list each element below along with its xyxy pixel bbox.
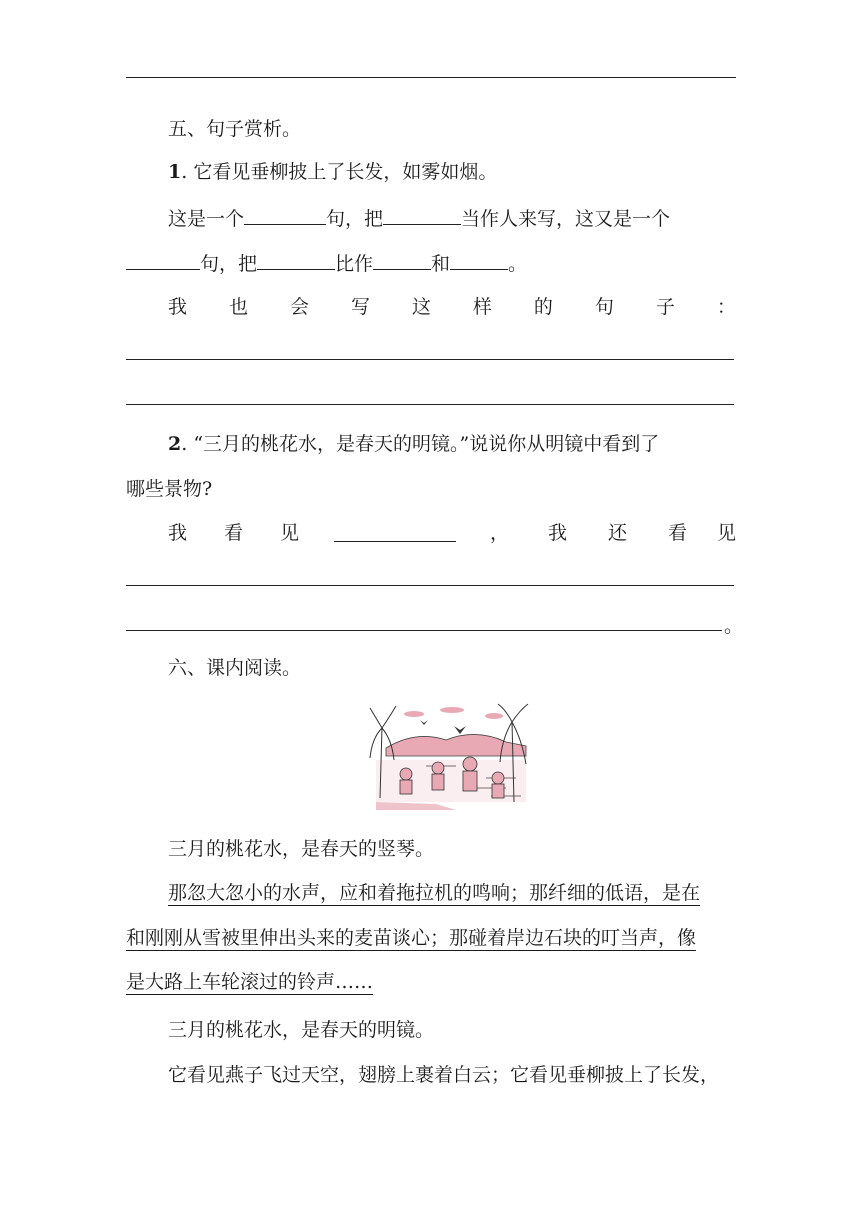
paragraph-2-line: 和刚刚从雪被里伸出头来的麦苗谈心；那碰着岸边石块的叮当声，像 bbox=[126, 927, 697, 949]
fill-line-2: 句，把 比作 和 。 bbox=[126, 251, 736, 276]
write-prompt-1: 我 也 会 写 这 样 的 句 子 ： bbox=[168, 296, 736, 318]
question-text: “三月的桃花水，是春天的明镜。”说说你从明镜中看到了 bbox=[193, 433, 660, 455]
answer-blank[interactable] bbox=[373, 251, 431, 270]
question-1: 1. 它看见垂柳披上了长发，如雾如烟。 bbox=[168, 161, 498, 183]
answer-blank[interactable] bbox=[257, 251, 335, 270]
header-rule bbox=[126, 77, 736, 78]
answer-blank[interactable] bbox=[334, 523, 456, 542]
paragraph-1: 三月的桃花水，是春天的竖琴。 bbox=[168, 838, 435, 860]
answer-line[interactable] bbox=[126, 359, 734, 360]
paragraph-4: 它看见燕子飞过天空，翅膀上裹着白云；它看见垂柳披上了长发， bbox=[168, 1064, 720, 1086]
answer-blank[interactable] bbox=[126, 251, 200, 270]
end-mark: 。 bbox=[724, 615, 744, 637]
question-number: 1 bbox=[168, 161, 182, 183]
answer-line[interactable] bbox=[126, 585, 734, 586]
answer-blank[interactable] bbox=[450, 251, 508, 270]
question-2: 2. “三月的桃花水，是春天的明镜。”说说你从明镜中看到了 bbox=[168, 433, 660, 455]
answer-blank[interactable] bbox=[383, 206, 461, 225]
paragraph-2-line: 是大路上车轮滚过的铃声…… bbox=[126, 971, 374, 993]
paragraph-2-line: 那忽大忽小的水声，应和着拖拉机的鸣响；那纤细的低语，是在 bbox=[168, 882, 701, 904]
paragraph-3: 三月的桃花水，是春天的明镜。 bbox=[168, 1019, 435, 1041]
answer-blank[interactable] bbox=[244, 206, 326, 225]
answer-line[interactable] bbox=[126, 404, 734, 405]
question-2-cont: 哪些景物? bbox=[126, 478, 213, 500]
answer-line[interactable] bbox=[126, 630, 722, 631]
section-heading-5: 五、句子赏析。 bbox=[168, 118, 302, 140]
question-text: 它看见垂柳披上了长发，如雾如烟。 bbox=[193, 161, 498, 183]
fill-line-1: 这是一个 句，把 当作人来写，这又是一个 bbox=[168, 208, 671, 230]
children-by-river-illustration-icon bbox=[366, 698, 532, 816]
question-number: 2 bbox=[168, 433, 182, 455]
section-heading-6: 六、课内阅读。 bbox=[168, 657, 302, 679]
